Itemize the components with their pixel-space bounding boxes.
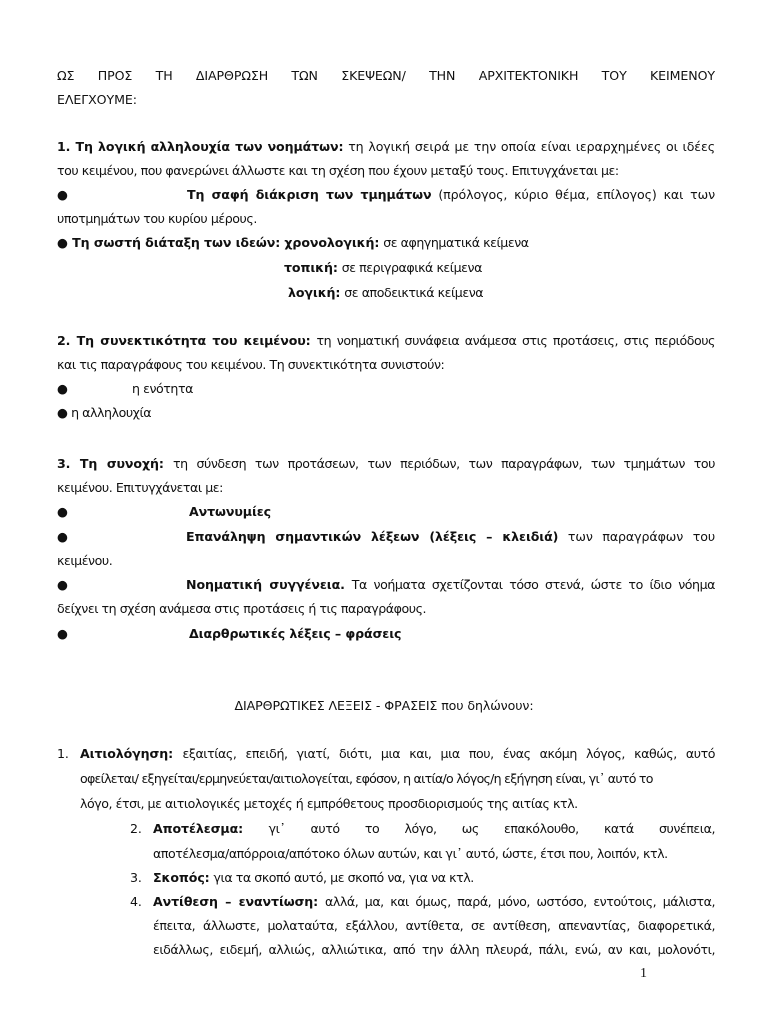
bullet-icon: ● bbox=[57, 187, 68, 202]
section-3-bullet-2-cont: κειμένου. bbox=[57, 553, 113, 568]
section-2-bullet-1: η ενότητα bbox=[132, 381, 193, 396]
list-item-4-cont-1: έπειτα, άλλωστε, μολαταύτα, εξάλλου, αντίθετα, σε αντίθεση, απεναντίας, διαφορετικά, bbox=[153, 918, 715, 933]
section-3-bullet-3: Νοηματική συγγένεια. Τα νοήματα σχετίζονται τόσο στενά, ώστε το ίδιο νόημα bbox=[186, 577, 715, 592]
list-item-1-cont-2: λόγο, έτσι, με αιτιολογικές μετοχές ή εμπρόθετους προσδιορισμούς της αιτίας κτλ. bbox=[80, 796, 578, 811]
section-3-line-2: κειμένου. Επιτυγχάνεται με: bbox=[57, 480, 223, 495]
section-3-bullet-1: Αντωνυμίες bbox=[189, 504, 272, 519]
section-1-line-2: του κειμένου, που φανερώνει άλλωστε και τη σχέση που έχουν μεταξύ τους. Επιτυγχάνεται με: bbox=[57, 163, 619, 178]
list-number: 4. bbox=[130, 894, 142, 909]
list-item-1-cont-1: οφείλεται/ εξηγείται/ερμηνεύεται/αιτιολογείται, εφόσον, η αιτία/ο λόγος/η εξήγηση είναι, γι᾽ αυτό το bbox=[80, 771, 653, 786]
section-2-title: 2. Τη συνεκτικότητα του κειμένου: bbox=[57, 333, 311, 348]
section-1-line-1: 1. Τη λογική αλληλουχία των νοημάτων: τη λογική σειρά με την οποία είναι ιεραρχημένες οι ιδέες bbox=[57, 139, 716, 154]
bullet-icon: ● bbox=[57, 626, 68, 641]
list-number: 1. bbox=[57, 746, 69, 761]
section-1-bullet-4: λογική: σε αποδεικτικά κείμενα bbox=[288, 285, 484, 300]
section-3-bullet-4: Διαρθρωτικές λέξεις – φράσεις bbox=[189, 626, 402, 641]
section-3-bullet-2: Επανάληψη σημαντικών λέξεων (λέξεις – κλειδιά) των παραγράφων του bbox=[186, 529, 716, 544]
bullet-icon: ● bbox=[57, 577, 68, 592]
list-number: 2. bbox=[130, 821, 142, 836]
section-3-line-1: 3. Τη συνοχή: τη σύνδεση των προτάσεων, των περιόδων, των παραγράφων, των τμημάτων του bbox=[57, 456, 715, 471]
center-title: ΔΙΑΡΘΡΩΤΙΚΕΣ ΛΕΞΕΙΣ - ΦΡΑΣΕΙΣ που δηλώνουν: bbox=[234, 698, 534, 713]
bullet-icon: ● bbox=[57, 504, 68, 519]
heading-line-1: ΩΣ ΠΡΟΣ ΤΗ ΔΙΑΡΘΡΩΣΗ ΤΩΝ ΣΚΕΨΕΩΝ/ ΤΗΝ ΑΡΧΙΤΕΚΤΟΝΙΚΗ ΤΟΥ ΚΕΙΜΕΝΟΥ bbox=[57, 68, 715, 83]
section-3-title: 3. Τη συνοχή: bbox=[57, 456, 164, 471]
section-2-line-1: 2. Τη συνεκτικότητα του κειμένου: τη νοηματική συνάφεια ανάμεσα στις προτάσεις, στις περιόδους bbox=[57, 333, 715, 348]
section-1-bullet-3: τοπική: σε περιγραφικά κείμενα bbox=[284, 260, 482, 275]
bullet-icon: ● bbox=[57, 529, 68, 544]
section-1-title: 1. Τη λογική αλληλουχία των νοημάτων: bbox=[57, 139, 344, 154]
page-number: 1 bbox=[640, 966, 647, 981]
list-item-2-cont: αποτέλεσμα/απόρροια/απότοκο όλων αυτών, και γι᾽ αυτό, ώστε, έτσι που, λοιπόν, κτλ. bbox=[153, 846, 668, 861]
heading-line-2: ΕΛΕΓΧΟΥΜΕ: bbox=[57, 92, 137, 107]
bullet-icon: ● bbox=[57, 381, 68, 396]
section-1-bullet-1-cont: υποτμημάτων του κυρίου μέρους. bbox=[57, 211, 257, 226]
section-1-bullet-2: ● Τη σωστή διάταξη των ιδεών: χρονολογική: σε αφηγηματικά κείμενα bbox=[57, 235, 529, 250]
list-item-4: Αντίθεση – εναντίωση: αλλά, μα, και όμως, παρά, μόνο, ωστόσο, εντούτοις, μάλιστα, bbox=[153, 894, 715, 909]
section-1-bullet-1: Τη σαφή διάκριση των τμημάτων (πρόλογος, κύριο θέμα, επίλογος) και των bbox=[187, 187, 716, 202]
list-number: 3. bbox=[130, 870, 142, 885]
list-item-3: Σκοπός: για τα σκοπό αυτό, με σκοπό να, για να κτλ. bbox=[153, 870, 474, 885]
list-item-4-cont-2: ειδάλλως, ειδεμή, αλλιώς, αλλιώτικα, από την άλλη πλευρά, πάλι, ενώ, αν και, μολονότι, bbox=[153, 942, 715, 957]
section-2-line-2: και τις παραγράφους του κειμένου. Τη συνεκτικότητα συνιστούν: bbox=[57, 357, 445, 372]
section-3-bullet-3-cont: δείχνει τη σχέση ανάμεσα στις προτάσεις ή τις παραγράφους. bbox=[57, 601, 427, 616]
section-2-bullet-2: ● η αλληλουχία bbox=[57, 405, 152, 420]
list-item-2: Αποτέλεσμα: γι᾽ αυτό το λόγο, ως επακόλουθο, κατά συνέπεια, bbox=[153, 821, 715, 836]
list-item-1: Αιτιολόγηση: εξαιτίας, επειδή, γιατί, διότι, μια και, μια που, ένας ακόμη λόγος, καθώς, αυτό bbox=[80, 746, 715, 761]
